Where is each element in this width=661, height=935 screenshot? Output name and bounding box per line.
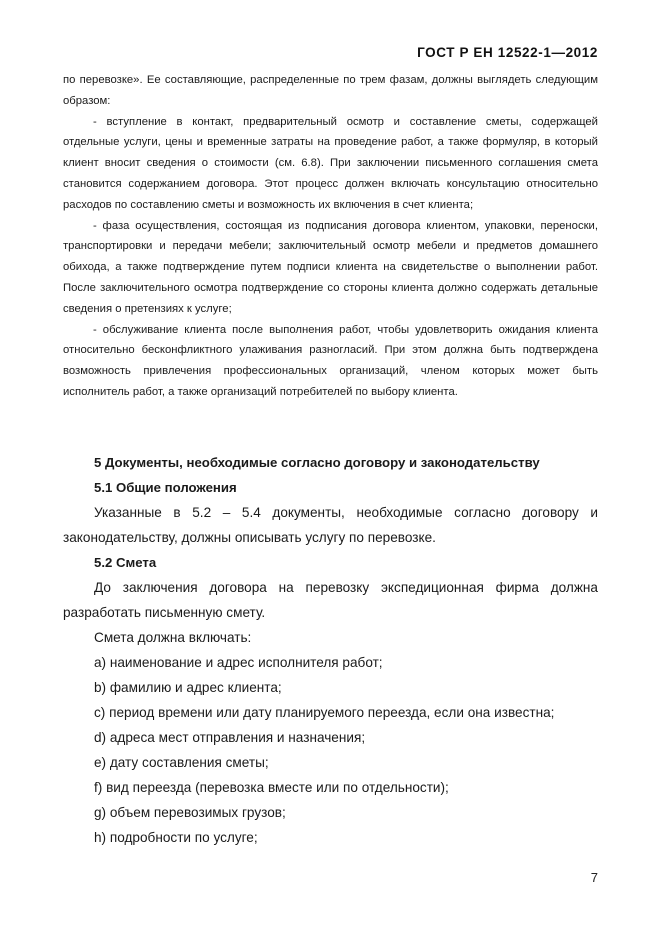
bullet-execution-phase: - фаза осуществления, состоящая из подписания договора клиентом, упаковки, переноски, транспортировки и передачи мебели; заключительный осмотр мебели и предметов домашнего обихода, а также подтверждение путем подписи клиента на свидетельстве о выполнении работ. После заключительного осмотра подтверждение со стороны клиента должно содержать детальные сведения о претензиях к услуге; xyxy=(63,219,598,315)
section-5-1-paragraph: Указанные в 5.2 – 5.4 документы, необходимые согласно договору и законодательству, должны описывать услугу по перевозке. xyxy=(63,505,598,545)
section-5-1-heading: 5.1 Общие положения xyxy=(94,480,237,495)
estimate-item-b: b) фамилию и адрес клиента; xyxy=(94,680,282,695)
section-5-block xyxy=(63,450,598,850)
page-number: 7 xyxy=(590,870,598,885)
intro-continuation: по перевозке». Ее составляющие, распределенные по трем фазам, должны выглядеть следующим образом: xyxy=(63,74,598,107)
estimate-item-h: h) подробности по услуге; xyxy=(94,830,258,845)
estimate-item-d: d) адреса мест отправления и назначения; xyxy=(94,730,366,745)
section-5-heading: 5 Документы, необходимые согласно договору и законодательству xyxy=(94,455,540,470)
estimate-item-a: a) наименование и адрес исполнителя работ; xyxy=(94,655,383,670)
estimate-item-g: g) объем перевозимых грузов; xyxy=(94,805,286,820)
section-5-2-paragraph: До заключения договора на перевозку экспедиционная фирма должна разработать письменную смету. xyxy=(63,580,598,620)
estimate-item-c: c) период времени или дату планируемого переезда, если она известна; xyxy=(94,705,555,720)
estimate-item-e: e) дату составления сметы; xyxy=(94,755,269,770)
bullet-contact-phase: - вступление в контакт, предварительный осмотр и составление сметы, содержащей отдельные услуги, цены и временные затраты на проведение работ, а также формуляр, в который клиент вносит сведения о стоимости (см. 6.8). При заключении письменного соглашения смета становится содержанием договора. Этот процесс должен включать консультацию относительно расходов по составлению сметы и возможность их включения в счет клиента; xyxy=(63,115,598,211)
intro-block xyxy=(63,70,598,403)
section-5-2-heading: 5.2 Смета xyxy=(94,555,157,570)
estimate-list-intro: Смета должна включать: xyxy=(94,630,252,645)
bullet-aftercare-phase: - обслуживание клиента после выполнения работ, чтобы удовлетворить ожидания клиента относительно бесконфликтного улаживания разногласий. При этом должна быть подтверждена возможность привлечения профессиональных организаций, членом которых может быть исполнитель работ, а также организаций потребителей по выбору клиента. xyxy=(63,323,598,398)
estimate-item-f: f) вид переезда (перевозка вместе или по отдельности); xyxy=(94,780,449,795)
standard-code-header: ГОСТ Р ЕН 12522-1—2012 xyxy=(417,45,598,60)
